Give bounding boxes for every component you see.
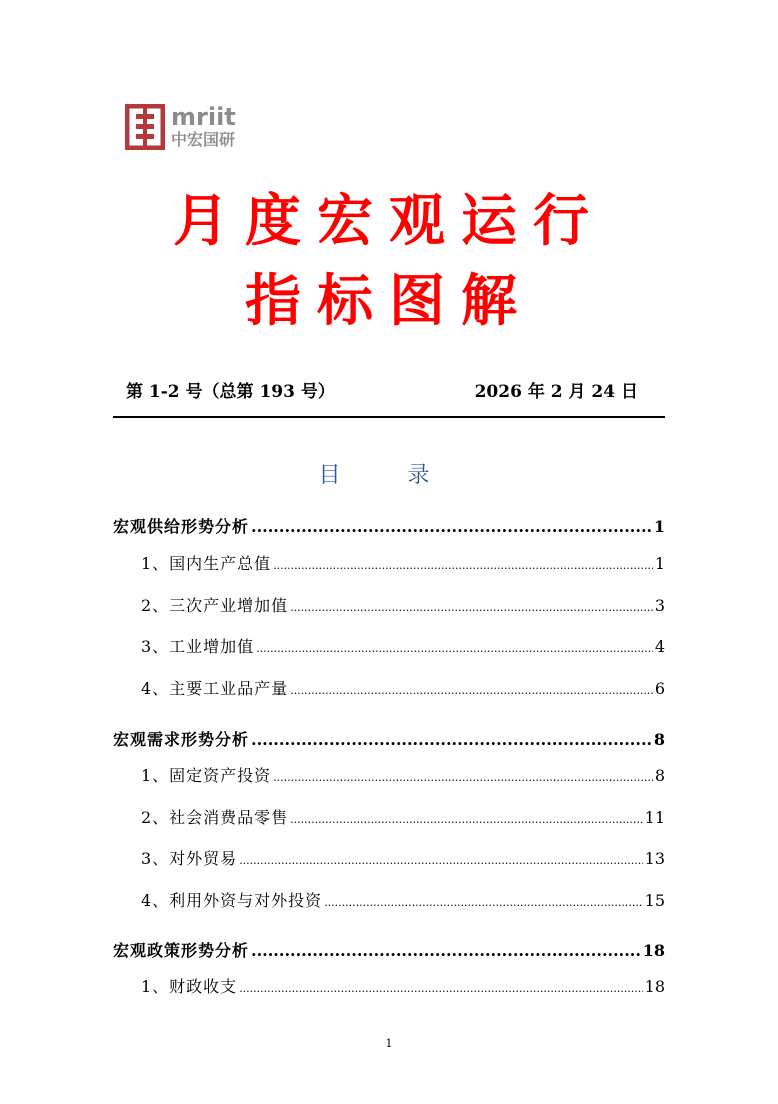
toc-heading: 目 录 [318, 463, 460, 488]
logo [125, 104, 255, 152]
logo-text-cn: 中宏国研 [171, 130, 236, 149]
toc-entry-label: 4、利用外资与对外投资 [141, 891, 323, 910]
issue-date: 2026 年 2 月 24 日 [474, 382, 638, 402]
toc-entry-label: 4、主要工业品产量 [141, 679, 289, 698]
toc-leader [273, 767, 653, 789]
toc-entry-page: 1 [654, 554, 665, 573]
toc-entry[interactable] [113, 729, 665, 751]
toc-leader [239, 978, 642, 1000]
toc-leader [239, 850, 642, 872]
toc-entry[interactable] [113, 976, 665, 1000]
toc-entry[interactable] [113, 516, 665, 538]
toc-entry-label: 3、工业增加值 [141, 637, 255, 656]
toc-entry-label: 3、对外贸易 [141, 849, 238, 868]
toc-entry[interactable] [113, 678, 665, 702]
toc-entry-page: 8 [654, 766, 665, 785]
toc-entry-label: 1、国内生产总值 [141, 554, 272, 573]
issue-number: 第 1-2 号（总第 193 号） [126, 382, 335, 402]
toc-entry-page: 13 [644, 849, 665, 868]
toc-entry-page: 15 [644, 891, 665, 910]
toc-entry-page: 18 [644, 977, 665, 996]
document-title-line-1: 月度宏观运行 [173, 189, 605, 254]
toc-entry-page: 3 [654, 596, 665, 615]
toc-leader [251, 940, 641, 962]
logo-mark-icon [125, 104, 165, 150]
toc-leader [273, 555, 653, 577]
toc-entry-page: 18 [642, 941, 665, 960]
toc-entry[interactable] [113, 595, 665, 619]
toc-entry[interactable] [113, 940, 665, 962]
toc-entry-label: 2、社会消费品零售 [141, 808, 289, 827]
toc-leader [290, 680, 653, 702]
toc-entry[interactable] [113, 636, 665, 660]
toc-entry-page: 4 [654, 637, 665, 656]
toc-entry[interactable] [113, 807, 665, 831]
toc-entry-label: 1、固定资产投资 [141, 766, 272, 785]
toc-entry-label: 宏观政策形势分析 [113, 941, 250, 960]
toc-entry-label: 宏观供给形势分析 [113, 517, 250, 536]
page-number: 1 [385, 1037, 393, 1050]
document-title-line-2: 指标图解 [245, 269, 533, 334]
toc-entry-page: 1 [653, 517, 665, 536]
toc-leader [251, 516, 652, 538]
header-divider [113, 416, 665, 418]
toc-entry-page: 6 [654, 679, 665, 698]
logo-text-en: mriit [171, 103, 236, 131]
toc-entry[interactable] [113, 848, 665, 872]
toc-leader [324, 892, 642, 914]
toc-entry[interactable] [113, 890, 665, 914]
toc-entry-label: 1、财政收支 [141, 977, 238, 996]
toc-leader [290, 809, 642, 831]
toc-entry-page: 8 [653, 730, 665, 749]
toc-entry-label: 2、三次产业增加值 [141, 596, 289, 615]
toc-entry[interactable] [113, 765, 665, 789]
toc-leader [256, 638, 653, 660]
toc-entry-page: 11 [644, 808, 665, 827]
toc-entry[interactable] [113, 553, 665, 577]
toc-leader [251, 729, 652, 751]
toc-entry-label: 宏观需求形势分析 [113, 730, 250, 749]
toc-leader [290, 597, 653, 619]
